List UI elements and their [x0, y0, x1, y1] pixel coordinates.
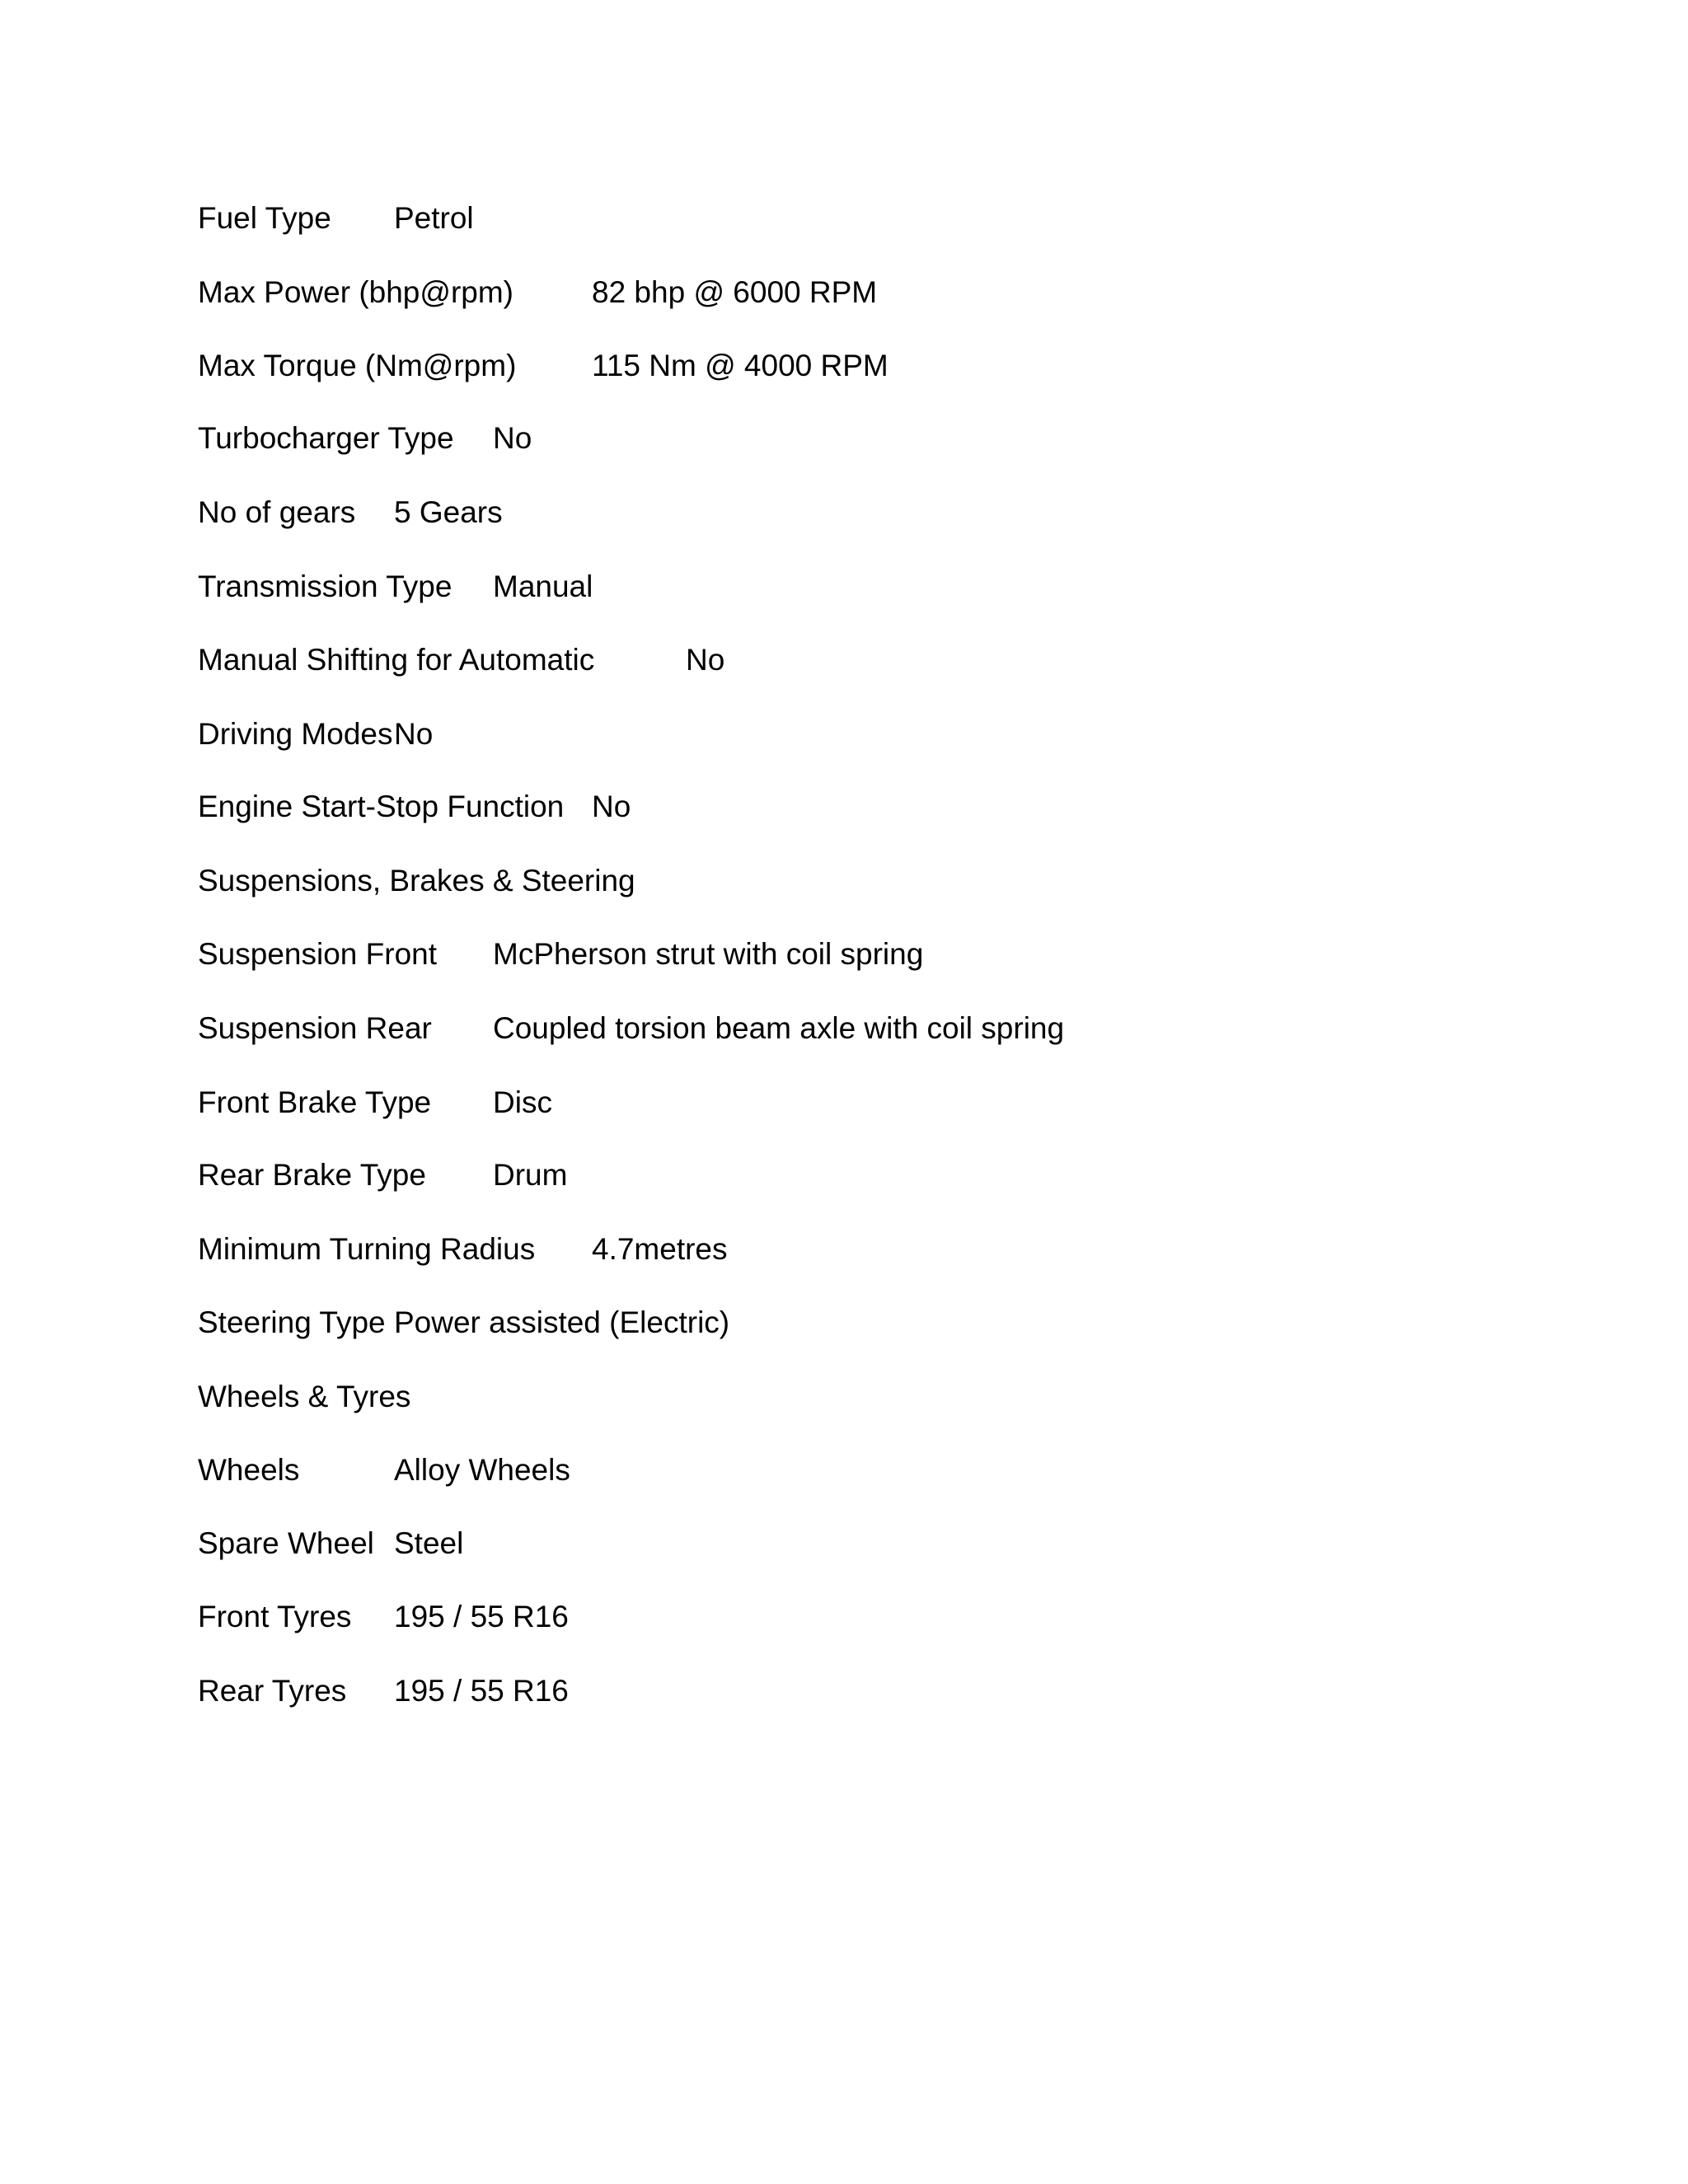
spec-label: Spare Wheel: [198, 1526, 374, 1560]
spec-value: Petrol: [394, 201, 474, 235]
spec-value: 82 bhp @ 6000 RPM: [592, 275, 878, 309]
section-heading: Suspensions, Brakes & Steering: [198, 864, 635, 898]
spec-label: Suspension Rear: [198, 1011, 432, 1045]
spec-value: No: [394, 717, 434, 751]
spec-value: Coupled torsion beam axle with coil spring: [493, 1011, 1065, 1045]
spec-value: No: [493, 421, 532, 455]
spec-label: Fuel Type: [198, 201, 331, 235]
spec-value: 115 Nm @ 4000 RPM: [592, 349, 889, 382]
spec-value: 4.7metres: [592, 1232, 728, 1266]
spec-value: McPherson strut with coil spring: [493, 937, 924, 971]
spec-label: Turbocharger Type: [198, 421, 454, 455]
spec-label: Max Power (bhp@rpm): [198, 275, 513, 309]
spec-value: Steel: [394, 1526, 464, 1560]
spec-value: 5 Gears: [394, 495, 503, 529]
spec-value: Power assisted (Electric): [394, 1305, 730, 1339]
spec-value: 195 / 55 R16: [394, 1600, 569, 1633]
spec-label: No of gears: [198, 495, 356, 529]
spec-label: Engine Start-Stop Function: [198, 790, 565, 823]
spec-label: Rear Brake Type: [198, 1158, 426, 1192]
spec-value: Disc: [493, 1085, 552, 1119]
spec-value: Drum: [493, 1158, 568, 1192]
spec-label: Driving Modes: [198, 717, 393, 751]
spec-label: Manual Shifting for Automatic: [198, 643, 595, 677]
spec-label: Transmission Type: [198, 569, 452, 603]
spec-value: Manual: [493, 569, 593, 603]
spec-label: Front Brake Type: [198, 1085, 432, 1119]
spec-value: 195 / 55 R16: [394, 1674, 569, 1708]
spec-label: Wheels: [198, 1453, 300, 1487]
spec-label: Max Torque (Nm@rpm): [198, 349, 517, 382]
spec-label: Front Tyres: [198, 1600, 352, 1633]
spec-value: No: [592, 790, 631, 823]
spec-value: No: [686, 643, 725, 677]
spec-label: Suspension Front: [198, 937, 438, 971]
spec-label: Steering Type: [198, 1305, 386, 1339]
spec-label: Minimum Turning Radius: [198, 1232, 536, 1266]
spec-label: Rear Tyres: [198, 1674, 347, 1708]
spec-value: Alloy Wheels: [394, 1453, 570, 1487]
section-heading: Wheels & Tyres: [198, 1380, 411, 1413]
